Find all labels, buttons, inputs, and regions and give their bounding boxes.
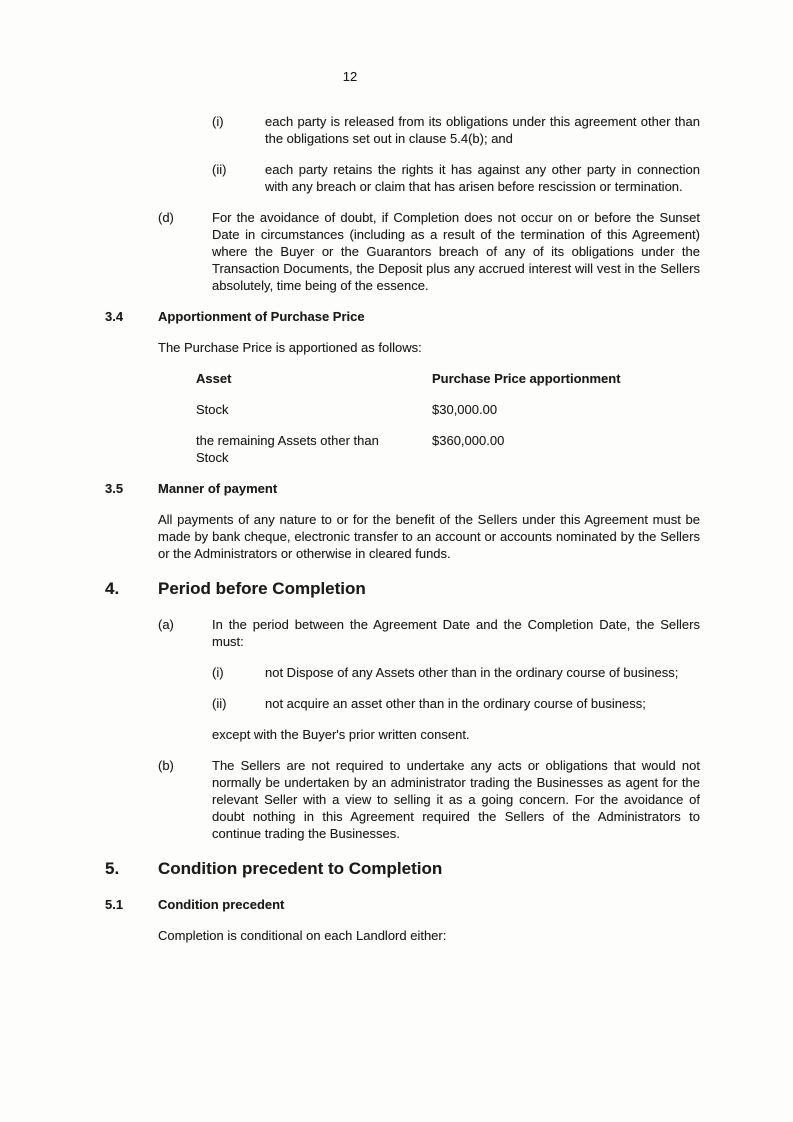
clause-text: For the avoidance of doubt, if Completion does not occur on or before the Sunset Date in circumstances (including as a result of the termination of this Agreement) where the Buyer or the Guarantors breach of any of its obligations under the Transaction Documents, the Deposit plus any accrued interest will vest in the Sellers absolutely, time being of the essence. — [212, 210, 700, 293]
chapter-number: 4. — [105, 579, 120, 598]
chapter-title: Condition precedent to Completion — [158, 859, 443, 878]
clause-item-i — [212, 113, 700, 147]
paragraph-manner-of-payment: All payments of any nature to or for the benefit of the Sellers under this Agreement must be made by bank cheque, electronic transfer to an account or accounts nominated by the Sellers or the Administrators or otherwise in cleared funds. — [158, 512, 700, 561]
paragraph-apportionment-intro: The Purchase Price is apportioned as follows: — [158, 340, 422, 355]
section-number: 3.5 — [105, 481, 124, 496]
table-header-asset: Asset — [196, 371, 232, 386]
clause-marker: (i) — [212, 665, 224, 680]
table-cell-asset: Stock — [196, 402, 229, 417]
clause-proviso: except with the Buyer's prior written consent. — [212, 727, 470, 742]
clause-item-4a-ii — [212, 695, 700, 712]
clause-text: In the period between the Agreement Date and the Completion Date, the Sellers must: — [212, 617, 700, 649]
table-row — [196, 401, 700, 418]
section-number: 3.4 — [105, 309, 124, 324]
table-header-amount: Purchase Price apportionment — [432, 371, 621, 386]
clause-marker: (d) — [158, 210, 174, 225]
clause-text: not acquire an asset other than in the ordinary course of business; — [265, 696, 646, 711]
section-heading-3-4 — [105, 308, 700, 325]
section-number: 5.1 — [105, 897, 124, 912]
chapter-heading-5 — [105, 858, 700, 880]
section-heading-5-1 — [105, 896, 700, 913]
table-header-row — [196, 370, 700, 387]
section-title: Manner of payment — [158, 481, 278, 496]
clause-text: each party is released from its obligations under this agreement other than the obligations set out in clause 5.4(b); and — [265, 114, 700, 146]
clause-marker: (ii) — [212, 162, 227, 177]
table-row — [196, 432, 700, 466]
chapter-title: Period before Completion — [158, 579, 366, 598]
paragraph-condition-precedent: Completion is conditional on each Landlord either: — [158, 928, 447, 943]
clause-item-ii — [212, 161, 700, 195]
clause-text: each party retains the rights it has against any other party in connection with any breach or claim that has arisen before rescission or termination. — [265, 162, 700, 194]
clause-item-d — [158, 209, 700, 294]
page-number: 12 — [342, 69, 358, 84]
clause-text: not Dispose of any Assets other than in the ordinary course of business; — [265, 665, 679, 680]
clause-marker: (b) — [158, 758, 174, 773]
clause-item-b — [158, 757, 700, 842]
table-cell-amount: $360,000.00 — [432, 433, 505, 448]
section-heading-3-5 — [105, 480, 700, 497]
clause-marker: (ii) — [212, 696, 227, 711]
clause-item-a — [158, 616, 700, 650]
chapter-heading-4 — [105, 578, 700, 600]
table-cell-asset: the remaining Assets other than Stock — [196, 433, 379, 465]
clause-marker: (a) — [158, 617, 174, 632]
clause-item-4a-i — [212, 664, 700, 681]
table-cell-amount: $30,000.00 — [432, 402, 498, 417]
apportionment-table — [196, 370, 700, 466]
section-title: Condition precedent — [158, 897, 285, 912]
section-title: Apportionment of Purchase Price — [158, 309, 365, 324]
clause-text: The Sellers are not required to undertake any acts or obligations that would not normally be undertaken by an administrator trading the Businesses as agent for the relevant Seller with a view to selling it as a going concern. For the avoidance of doubt nothing in this Agreement required the Sellers of the Administrators to continue trading the Businesses. — [212, 758, 700, 841]
clause-marker: (i) — [212, 114, 224, 129]
chapter-number: 5. — [105, 859, 120, 878]
